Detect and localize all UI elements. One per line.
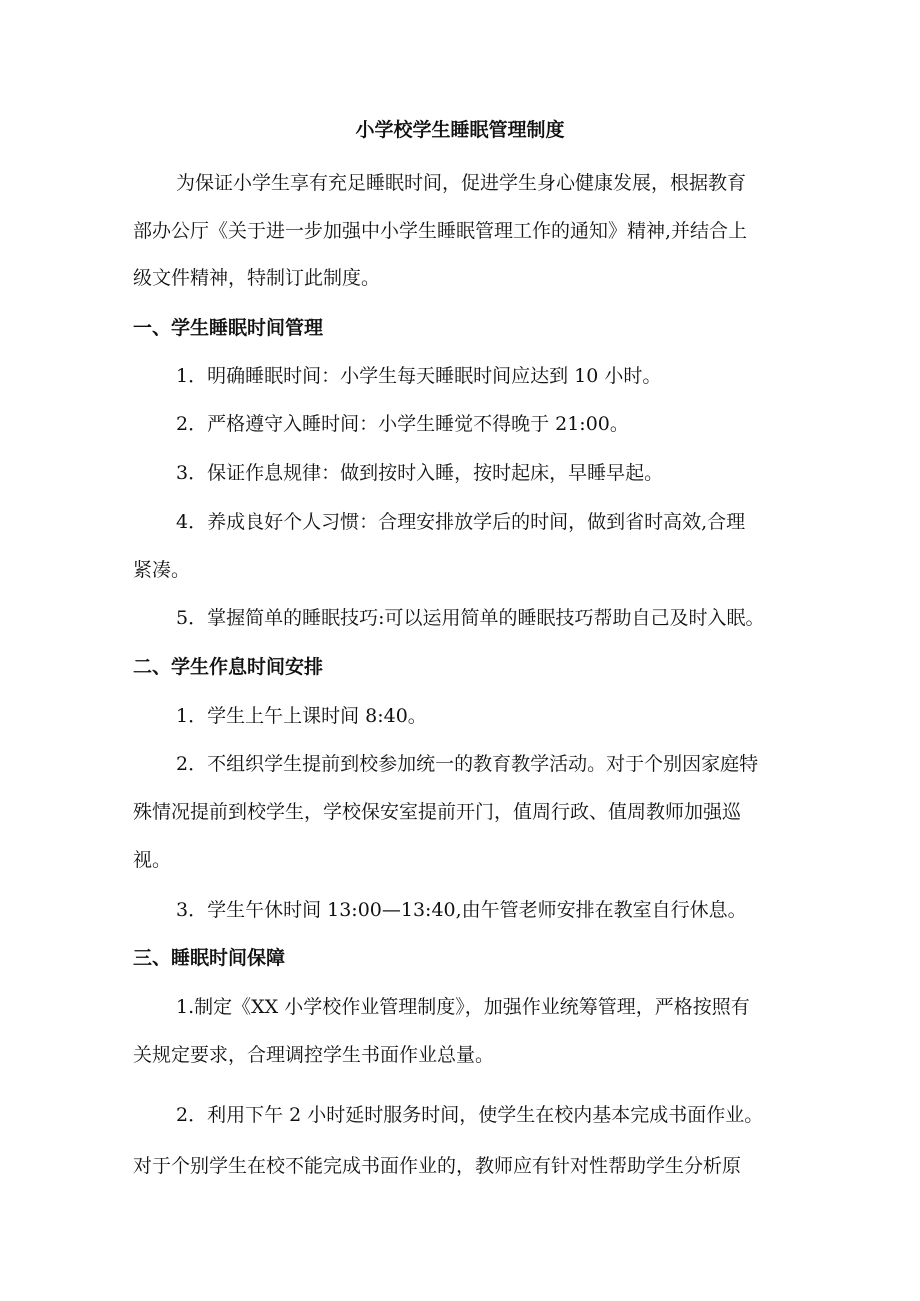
section-2-item-2-line-2: 殊情况提前到校学生，学校保安室提前开门，值周行政、值周教师加强巡 bbox=[133, 801, 742, 823]
intro-line-3: 级文件精神，特制订此制度。 bbox=[133, 267, 381, 289]
section-2-item-3: 3．学生午休时间 13:00—13:40,由午管老师安排在教室自行休息。 bbox=[176, 899, 747, 921]
section-1-item-1: 1．明确睡眠时间：小学生每天睡眠时间应达到 10 小时。 bbox=[176, 365, 662, 387]
section-1-item-4-line-1: 4．养成良好个人习惯：合理安排放学后的时间，做到省时高效,合理 bbox=[176, 511, 746, 533]
section-1-item-2: 2．严格遵守入睡时间：小学生睡觉不得晚于 21:00。 bbox=[176, 413, 629, 435]
section-3-item-1-line-2: 关规定要求，合理调控学生书面作业总量。 bbox=[133, 1044, 495, 1066]
section-2-item-1: 1．学生上午上课时间 8:40。 bbox=[176, 705, 427, 727]
section-3-heading: 三、睡眠时间保障 bbox=[133, 947, 286, 969]
section-1-item-4-line-2: 紧凑。 bbox=[133, 559, 191, 581]
section-3-item-1-line-1: 1.制定《XX 小学校作业管理制度》，加强作业统筹管理，严格按照有 bbox=[176, 996, 750, 1018]
intro-line-1: 为保证小学生享有充足睡眠时间，促进学生身心健康发展，根据教育 bbox=[176, 172, 747, 194]
intro-line-2: 部办公厅《关于进一步加强中小学生睡眠管理工作的通知》精神,并结合上 bbox=[133, 220, 748, 242]
section-1-item-5: 5．掌握简单的睡眠技巧:可以运用简单的睡眠技巧帮助自己及时入眠。 bbox=[176, 607, 765, 629]
document-title: 小学校学生睡眠管理制度 bbox=[355, 119, 565, 141]
section-1-heading: 一、学生睡眠时间管理 bbox=[133, 317, 324, 339]
section-2-heading: 二、学生作息时间安排 bbox=[133, 656, 324, 678]
section-1-item-3: 3．保证作息规律：做到按时入睡，按时起床，早睡早起。 bbox=[176, 462, 664, 484]
section-2-item-2-line-3: 视。 bbox=[133, 849, 172, 871]
section-3-item-2-line-2: 对于个别学生在校不能完成书面作业的，教师应有针对性帮助学生分析原 bbox=[133, 1155, 742, 1177]
section-3-item-2-line-1: 2．利用下午 2 小时延时服务时间，使学生在校内基本完成书面作业。 bbox=[176, 1104, 764, 1126]
section-2-item-2-line-1: 2．不组织学生提前到校参加统一的教育教学活动。对于个别因家庭特 bbox=[176, 753, 759, 775]
